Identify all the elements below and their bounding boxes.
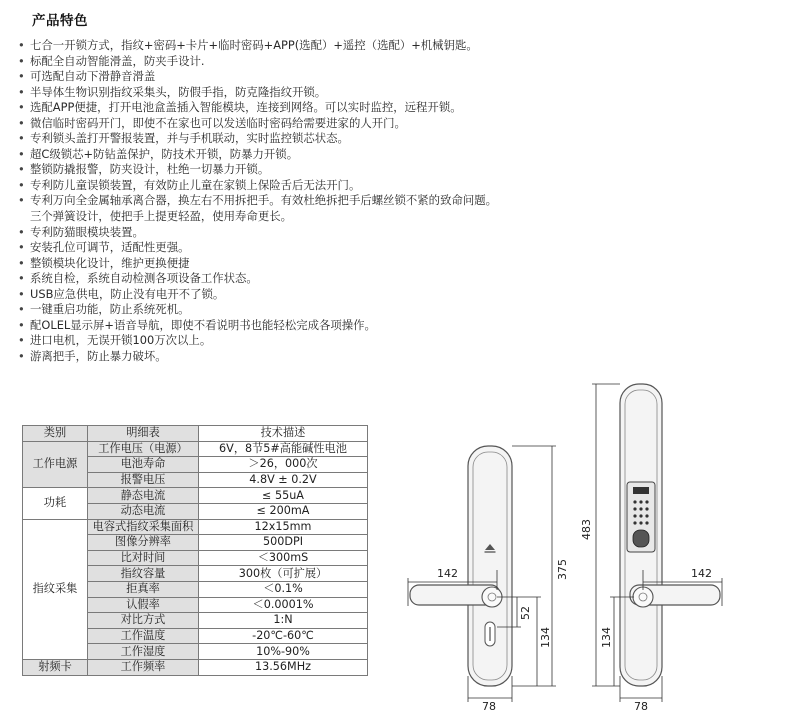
table-header-row — [23, 426, 368, 442]
table-row — [23, 519, 368, 535]
category-cell: 功耗 — [23, 488, 88, 519]
item-cell: 对比方式 — [88, 613, 199, 629]
feature-item: • 整锁防撬报警，防夹设计，杜绝一切暴力开锁。 — [18, 162, 497, 178]
category-cell: 射频卡 — [23, 659, 88, 675]
dim-front-handle-length: 142 — [437, 567, 458, 580]
category-cell: 指纹采集 — [23, 519, 88, 659]
value-cell: ＜0.1% — [199, 581, 368, 597]
lock-dimension-drawing — [388, 380, 800, 712]
item-cell: 报警电压 — [88, 472, 199, 488]
feature-item: • 专利万向全金属轴承离合器，换左右不用拆把手。有效杜绝拆把手后螺丝锁不紧的致命问题。 — [18, 193, 497, 209]
page-title: 产品特色 — [32, 13, 88, 29]
feature-item: • 超C级锁芯+防钻盖保护，防技术开锁，防暴力开锁。 — [18, 147, 497, 163]
dim-back-width: 78 — [634, 700, 648, 712]
feature-item: • 标配全自动智能滑盖，防夹手设计. — [18, 54, 497, 70]
feature-item: • 配OLEL显示屏+语音导航，即使不看说明书也能轻松完成各项操作。 — [18, 318, 497, 334]
spec-table — [22, 425, 368, 676]
item-cell: 电容式指纹采集面积 — [88, 519, 199, 535]
keypad-module — [627, 482, 655, 552]
item-cell: 认假率 — [88, 597, 199, 613]
item-cell: 工作湿度 — [88, 644, 199, 660]
table-row — [23, 659, 368, 675]
front-lock-illustration — [410, 446, 512, 686]
item-cell: 拒真率 — [88, 581, 199, 597]
feature-list — [18, 38, 497, 364]
dim-back-total-height: 483 — [580, 519, 593, 540]
feature-item: • 整锁模块化设计，维护更换便捷 — [18, 256, 497, 272]
value-cell: 10%-90% — [199, 644, 368, 660]
dim-front-height: 375 — [556, 559, 569, 580]
value-cell: 1:N — [199, 613, 368, 629]
item-cell: 图像分辨率 — [88, 535, 199, 551]
feature-item: • 半导体生物识别指纹采集头，防假手指，防克隆指纹开锁。 — [18, 85, 497, 101]
value-cell: 500DPI — [199, 535, 368, 551]
dim-back-handle-length: 142 — [691, 567, 712, 580]
table-header: 类别 — [23, 426, 88, 442]
feature-item: • 进口电机，无误开锁100万次以上。 — [18, 333, 497, 349]
feature-item-continuation: 三个弹簧设计，使把手上提更轻盈，使用寿命更长。 — [30, 209, 292, 224]
category-cell: 工作电源 — [23, 441, 88, 488]
feature-item: • 可选配自动下滑静音滑盖 — [18, 69, 497, 85]
feature-item: • 专利防猫眼模块装置。 — [18, 225, 497, 241]
feature-item: • USB应急供电，防止没有电开不了锁。 — [18, 287, 497, 303]
item-cell: 工作温度 — [88, 628, 199, 644]
value-cell: ＜300mS — [199, 550, 368, 566]
value-cell: -20℃-60℃ — [199, 628, 368, 644]
keyhole-icon — [485, 622, 495, 646]
table-header: 明细表 — [88, 426, 199, 442]
item-cell: 比对时间 — [88, 550, 199, 566]
item-cell: 动态电流 — [88, 503, 199, 519]
value-cell: ≤ 200mA — [199, 503, 368, 519]
item-cell: 指纹容量 — [88, 566, 199, 582]
item-cell: 电池寿命 — [88, 457, 199, 473]
feature-item: • 微信临时密码开门，即使不在家也可以发送临时密码给需要进家的人开门。 — [18, 116, 497, 132]
item-cell: 静态电流 — [88, 488, 199, 504]
feature-item: • 专利防儿童误锁装置，有效防止儿童在家锁上保险舌后无法开门。 — [18, 178, 497, 194]
dim-front-lower: 134 — [539, 627, 552, 648]
value-cell: 6V，8节5#高能碱性电池 — [199, 441, 368, 457]
feature-item: • 安装孔位可调节，适配性更强。 — [18, 240, 497, 256]
item-cell: 工作电压（电源） — [88, 441, 199, 457]
value-cell: ≤ 55uA — [199, 488, 368, 504]
feature-item: • 游离把手，防止暴力破坏。 — [18, 349, 497, 365]
back-lock-illustration — [620, 384, 720, 686]
feature-item: • 系统自检，系统自动检测各项设备工作状态。 — [18, 271, 497, 287]
dim-front-width: 78 — [482, 700, 496, 712]
item-cell: 工作频率 — [88, 659, 199, 675]
value-cell: ＞26，000次 — [199, 457, 368, 473]
value-cell: 12x15mm — [199, 519, 368, 535]
feature-item: • 选配APP便捷，打开电池盒盖插入智能模块，连接到网络。可以实时监控，远程开锁。 — [18, 100, 497, 116]
table-row — [23, 441, 368, 457]
feature-item: • 专利锁头盖打开警报装置，并与手机联动，实时监控锁芯状态。 — [18, 131, 497, 147]
feature-item: • 七合一开锁方式，指纹+密码+卡片+临时密码+APP(选配）+遥控（选配）+机械钥匙。 — [18, 38, 497, 54]
value-cell: 13.56MHz — [199, 659, 368, 675]
dim-front-handle-offset: 52 — [519, 606, 532, 620]
fingerprint-sensor-icon — [633, 530, 649, 547]
value-cell: 300枚（可扩展） — [199, 566, 368, 582]
table-row — [23, 488, 368, 504]
table-header: 技术描述 — [199, 426, 368, 442]
value-cell: ＜0.0001% — [199, 597, 368, 613]
feature-item: • 一键重启功能，防止系统死机。 — [18, 302, 497, 318]
dim-back-lower: 134 — [600, 627, 613, 648]
value-cell: 4.8V ± 0.2V — [199, 472, 368, 488]
